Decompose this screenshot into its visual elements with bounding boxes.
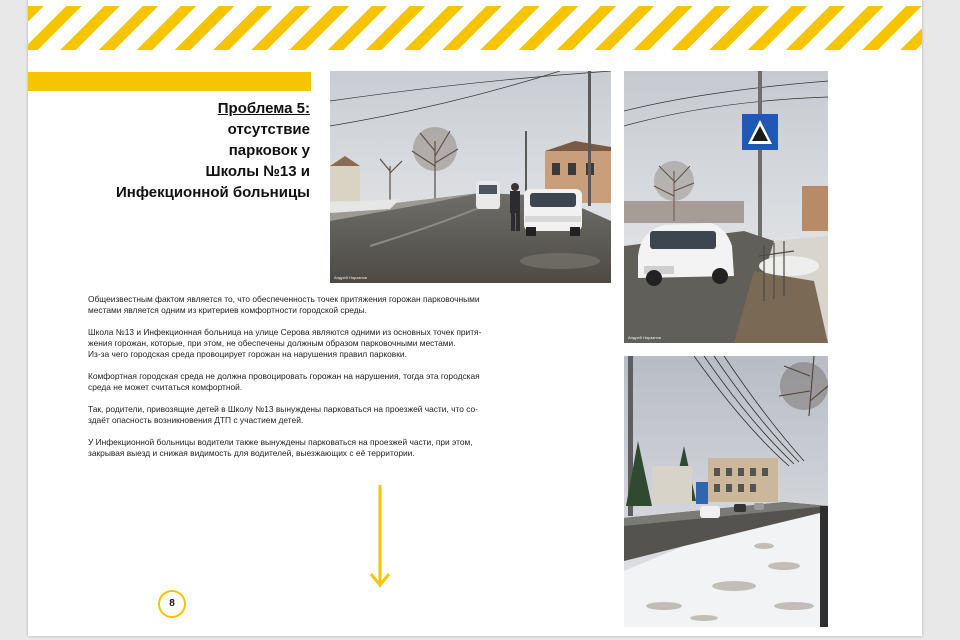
parked-car-sign-photo xyxy=(624,71,828,343)
title-line-2: отсутствие xyxy=(227,121,310,138)
page-title xyxy=(78,98,310,203)
title-line-4: Школы №13 и xyxy=(205,163,310,180)
page-number: 8 xyxy=(158,590,186,618)
street-parking-photo xyxy=(330,71,611,283)
hospital-snow-photo xyxy=(624,356,828,627)
paragraph-3: Комфортная городская среда не должна провоцировать горожан на нарушения, тогда эта городская среда не может считаться комфортной. xyxy=(88,371,480,392)
paragraph-5: У Инфекционной больницы водители также вынуждены парковаться на проезжей части, при этом, закрывая выезд и снижая видимость для водителей, выезжающих с её территории. xyxy=(88,437,473,458)
striped-header-band xyxy=(28,6,922,50)
arrow-down-icon xyxy=(368,485,392,596)
title-line-1: Проблема 5: xyxy=(217,100,310,117)
title-accent-bar xyxy=(28,72,311,91)
photo-caption: Андрей Нарзанов xyxy=(334,275,367,280)
photo-caption: Андрей Нарзанов xyxy=(628,335,661,340)
paragraph-1: Общеизвестным фактом является то, что обеспеченность точек притяжения горожан парковочными местами является одним из критериев комфортности городской среды. xyxy=(88,294,480,315)
title-line-5: Инфекционной больницы xyxy=(115,184,310,201)
document-page xyxy=(28,0,922,636)
paragraph-2: Школа №13 и Инфекционная больница на улице Серова являются одними из основных точек притя- жения горожан, которые, при этом, не обеспечены должным образом парковочными местами. Из-за чего городская среда провоцирует горожан на нарушения правил парковки. xyxy=(88,327,482,359)
body-text xyxy=(88,294,608,470)
paragraph-4: Так, родители, привозящие детей в Школу №13 вынуждены парковаться на проезжей части, что со- здаёт опасность возникновения ДТП с участием детей. xyxy=(88,404,478,425)
title-line-3: парковок у xyxy=(228,142,310,159)
